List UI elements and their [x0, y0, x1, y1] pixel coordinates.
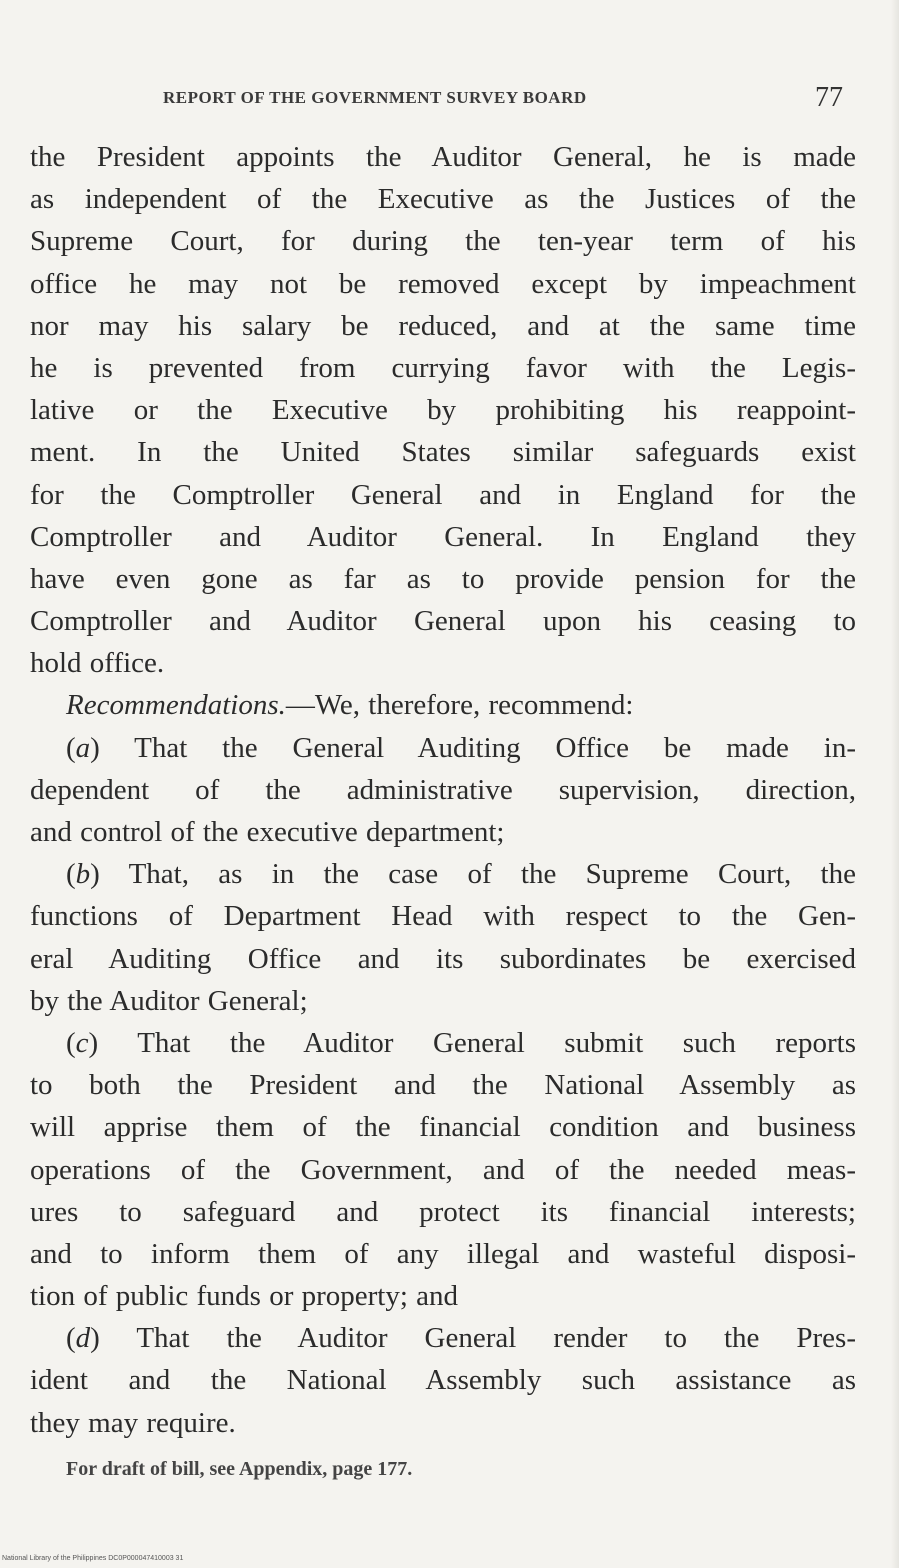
- text-line: have even gone as far as to provide pension for the: [30, 562, 856, 595]
- text-line: (b) That, as in the case of the Supreme Court, the: [66, 858, 856, 891]
- text-line: hold office.: [30, 647, 165, 680]
- text-line: they may require.: [30, 1406, 236, 1439]
- text-line: office he may not be removed except by impeachment: [30, 267, 856, 300]
- text-line: lative or the Executive by prohibiting his reappoint-: [30, 394, 856, 427]
- text-line: he is prevented from currying favor with the Legis-: [30, 351, 856, 384]
- running-head: [0, 84, 899, 116]
- text-line: nor may his salary be reduced, and at the same time: [30, 309, 856, 342]
- recommendations-label: Recommendations.: [66, 689, 286, 722]
- running-head-title: REPORT OF THE GOVERNMENT SURVEY BOARD: [163, 88, 587, 107]
- item-text: That the General Auditing Office be made in-: [134, 731, 856, 764]
- text-line: the President appoints the Auditor General, he is made: [30, 141, 856, 173]
- text-line: (c) That the Auditor General submit such reports: [66, 1026, 856, 1059]
- text-line: ures to safeguard and protect its financial interests;: [30, 1195, 856, 1228]
- text-line: ment. In the United States similar safeguards exist: [30, 436, 856, 469]
- recommendations-heading: [30, 684, 856, 726]
- text-line: by the Auditor General;: [30, 984, 308, 1017]
- text-line: (d) That the Auditor General render to the Pres-: [66, 1322, 856, 1355]
- body-text: [30, 136, 856, 1444]
- scan-credit: National Library of the Philippines DC0P000047410003 31: [2, 1555, 184, 1562]
- text-line: tion of public funds or property; and: [30, 1280, 459, 1313]
- item-text: That, as in the case of the Supreme Court, the: [128, 858, 856, 891]
- text-line: ident and the National Assembly such assistance as: [30, 1364, 856, 1397]
- item-marker: c: [75, 1026, 89, 1059]
- recommendation-item-d: [30, 1317, 856, 1444]
- text-line: and to inform them of any illegal and wasteful disposi-: [30, 1237, 856, 1270]
- text-line: eral Auditing Office and its subordinates be exercised: [30, 942, 856, 975]
- recommendation-item-c: [30, 1022, 856, 1317]
- text-line: Supreme Court, for during the ten-year term of his: [30, 225, 856, 258]
- page-edge-shadow: [891, 0, 899, 1568]
- page-number: 77: [815, 82, 843, 113]
- text-line: to both the President and the National Assembly as: [30, 1069, 856, 1102]
- text-line: as independent of the Executive as the Justices of the: [30, 183, 856, 216]
- recommendation-item-b: [30, 853, 856, 1022]
- item-marker: a: [75, 731, 91, 764]
- recommendation-item-a: [30, 727, 856, 854]
- item-marker: b: [75, 858, 91, 891]
- text-line: (a) That the General Auditing Office be made in-: [66, 731, 856, 764]
- text-line: for the Comptroller General and in England for the: [30, 478, 856, 511]
- recommendations-line: [30, 684, 856, 726]
- text-line: dependent of the administrative supervision, direction,: [30, 773, 856, 806]
- text-line: and control of the executive department;: [30, 816, 505, 848]
- text-line: will apprise them of the financial condition and business: [30, 1111, 856, 1144]
- footnote: For draft of bill, see Appendix, page 177.: [66, 1458, 413, 1480]
- text-line: functions of Department Head with respect to the Gen-: [30, 900, 856, 933]
- item-text: That the Auditor General submit such reports: [137, 1026, 856, 1059]
- item-text: That the Auditor General render to the Pres-: [136, 1322, 856, 1355]
- text-line: Comptroller and Auditor General upon his ceasing to: [30, 605, 856, 638]
- paragraph-intro: [30, 136, 856, 684]
- text-line: operations of the Government, and of the needed meas-: [30, 1153, 856, 1186]
- text-line: Comptroller and Auditor General. In England they: [30, 520, 856, 553]
- item-marker: d: [75, 1322, 91, 1355]
- recommendations-text: —We, therefore, recommend:: [285, 689, 634, 722]
